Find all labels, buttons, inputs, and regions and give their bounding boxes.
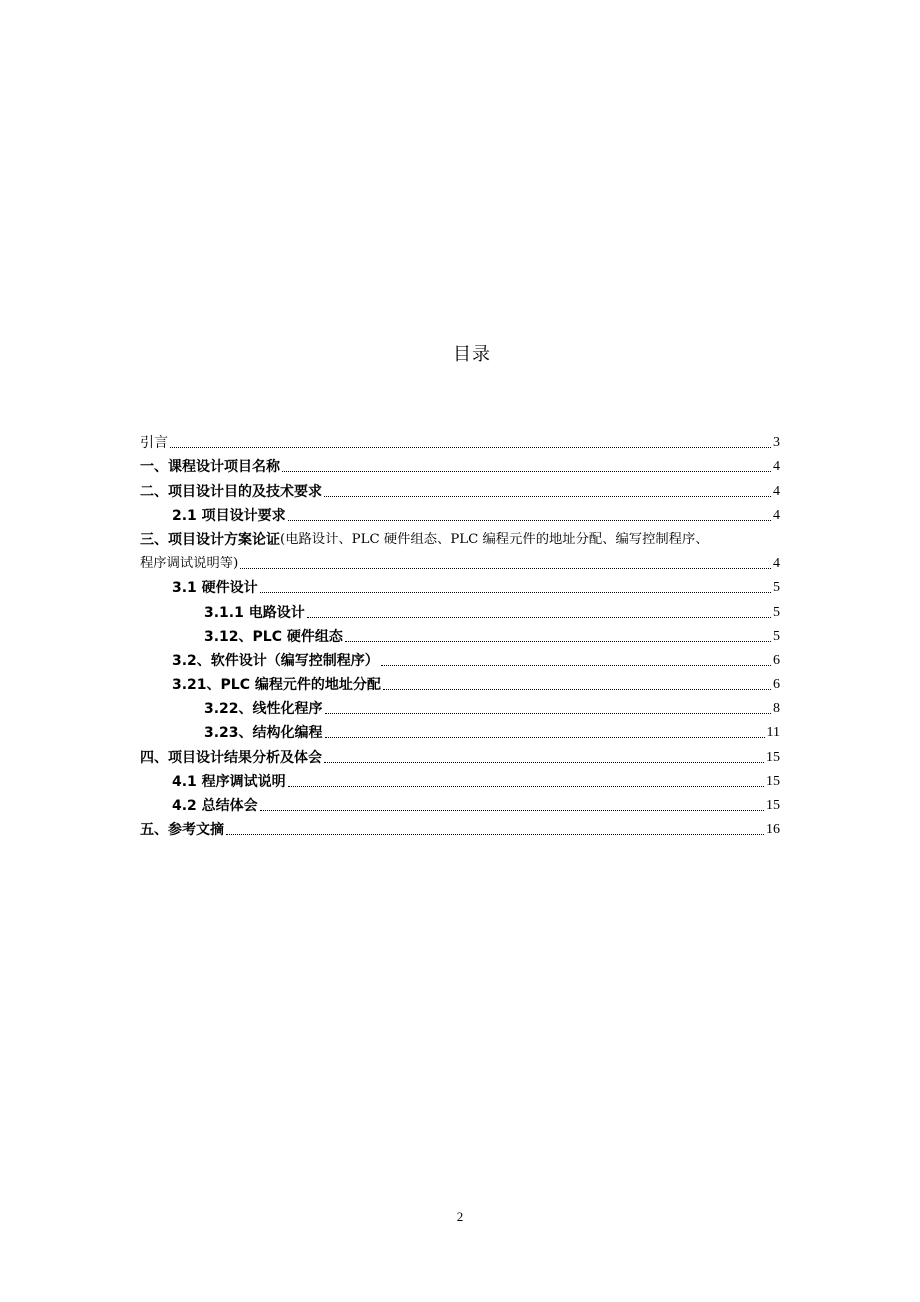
toc-entry-section-3-continued[interactable] (140, 549, 780, 573)
toc-entry-label: 3.2、软件设计（编写控制程序） (172, 652, 379, 669)
toc-entry-section-2[interactable] (140, 476, 780, 500)
toc-entry-page: 15 (766, 798, 780, 813)
toc-entry-section-3-23[interactable] (140, 718, 780, 742)
toc-entry-section-2-1[interactable] (140, 501, 780, 525)
page-number: 2 (456, 1209, 464, 1224)
toc-entry-label: 3.23、结构化编程 (204, 725, 323, 742)
toc-leader-dots (381, 665, 771, 666)
toc-leader-dots (288, 786, 764, 787)
toc-entry-label: 2.1 项目设计要求 (172, 507, 286, 524)
toc-leader-dots (170, 447, 771, 448)
table-of-contents (140, 428, 780, 839)
toc-leader-dots (240, 568, 771, 569)
toc-entry-label: 4.2 总结体会 (172, 798, 258, 814)
toc-entry-section-3-22[interactable] (140, 694, 780, 718)
toc-entry-label: 三、项目设计方案论证 (140, 531, 280, 548)
toc-leader-dots (260, 810, 764, 811)
toc-leader-dots (345, 641, 771, 642)
toc-leader-dots (260, 592, 771, 593)
toc-entry-page: 3 (773, 435, 780, 451)
toc-entry-section-1[interactable] (140, 452, 780, 476)
toc-leader-dots (324, 496, 771, 497)
toc-entry-label: 3.21、PLC 编程元件的地址分配 (172, 677, 381, 694)
toc-entry-label: 二、项目设计目的及技术要求 (140, 483, 322, 500)
toc-entry-label-detail: (电路设计、PLC 硬件组态、PLC 编程元件的地址分配、编写控制程序、 (280, 531, 709, 547)
toc-entry-section-4[interactable] (140, 742, 780, 766)
toc-entry-label: 4.1 程序调试说明 (172, 773, 286, 790)
toc-leader-dots (325, 737, 765, 738)
toc-entry-page: 11 (766, 725, 780, 741)
toc-leader-dots (282, 471, 771, 472)
toc-entry-section-5[interactable] (140, 815, 780, 839)
toc-entry-page: 15 (766, 773, 780, 789)
toc-entry-page: 4 (773, 507, 780, 523)
toc-leader-dots (288, 520, 771, 521)
toc-entry-section-4-1[interactable] (140, 767, 780, 791)
toc-entry-page: 5 (773, 628, 780, 644)
toc-title: 目录 (453, 344, 491, 365)
toc-entry-page: 6 (773, 652, 780, 668)
toc-entry-page: 4 (773, 556, 780, 572)
toc-entry-label: 一、课程设计项目名称 (140, 459, 280, 476)
toc-leader-dots (325, 713, 771, 714)
toc-entry-page: 6 (773, 677, 780, 693)
toc-entry-page: 8 (773, 701, 780, 717)
toc-entry-page: 5 (773, 604, 780, 620)
toc-entry-page: 5 (773, 580, 780, 596)
toc-entry-label: 3.22、线性化程序 (204, 701, 323, 718)
toc-entry-section-3-12[interactable] (140, 622, 780, 646)
toc-leader-dots (307, 617, 771, 618)
toc-entry-label: 3.1.1 电路设计 (204, 604, 305, 621)
toc-entry-page: 15 (766, 749, 780, 765)
toc-entry-label-continued: 程序调试说明等) (140, 556, 239, 572)
toc-entry-label: 3.1 硬件设计 (172, 580, 258, 597)
toc-entry-section-3-1-1[interactable] (140, 597, 780, 621)
toc-entry-introduction[interactable] (140, 428, 780, 452)
toc-entry-label: 五、参考文摘 (140, 822, 224, 839)
toc-entry-section-3-2[interactable] (140, 646, 780, 670)
toc-leader-dots (324, 762, 764, 763)
toc-entry-page: 4 (773, 459, 780, 475)
toc-entry-section-3-21[interactable] (140, 670, 780, 694)
toc-entry-label: 引言 (140, 435, 168, 452)
toc-entry-section-3-1[interactable] (140, 573, 780, 597)
toc-entry-section-3[interactable] (140, 525, 780, 549)
toc-entry-page: 4 (773, 483, 780, 499)
toc-leader-dots (226, 834, 764, 835)
toc-entry-label: 3.12、PLC 硬件组态 (204, 628, 343, 645)
toc-entry-page: 16 (766, 822, 780, 838)
toc-entry-label: 四、项目设计结果分析及体会 (140, 749, 322, 766)
toc-leader-dots (383, 689, 771, 690)
toc-entry-section-4-2[interactable] (140, 791, 780, 815)
